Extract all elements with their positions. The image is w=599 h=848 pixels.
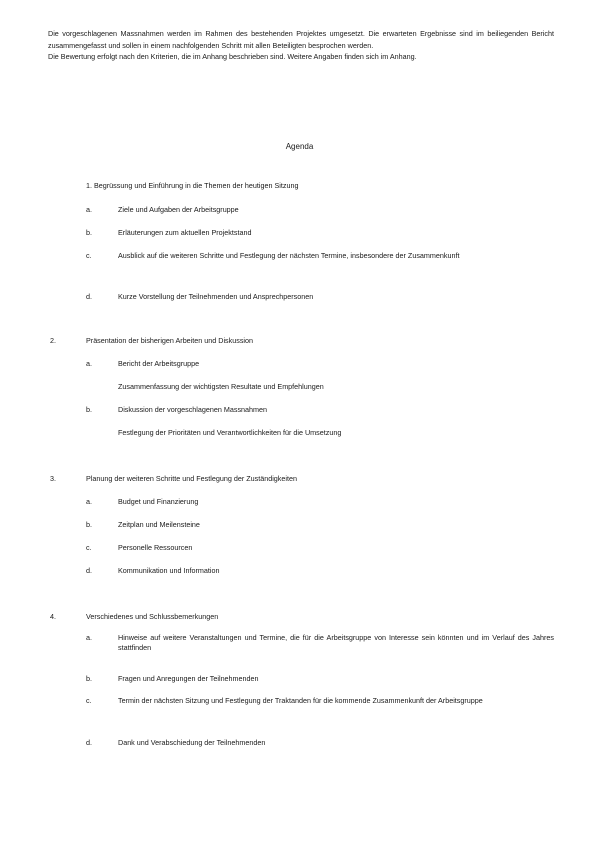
item-marker: d. <box>86 566 92 575</box>
list-item <box>86 405 268 415</box>
item-text: Diskussion der vorgeschlagenen Massnahmen <box>118 405 268 414</box>
section-title-text: Planung der weiteren Schritte und Festlegung der Zuständigkeiten <box>86 474 297 483</box>
list-item <box>86 228 252 238</box>
item-text: Personelle Ressourcen <box>118 543 193 552</box>
item-marker: c. <box>86 251 92 260</box>
item-text: Budget und Finanzierung <box>118 497 199 506</box>
item-marker: b. <box>86 405 92 414</box>
item-marker: a. <box>86 205 92 214</box>
list-item <box>118 428 341 438</box>
list-item <box>86 738 266 748</box>
intro-block <box>48 28 554 63</box>
list-item <box>86 205 239 215</box>
list-item <box>86 251 554 261</box>
item-text: Zusammenfassung der wichtigsten Resultate und Empfehlungen <box>118 382 324 391</box>
item-marker: d. <box>86 292 92 301</box>
list-item <box>86 633 554 653</box>
item-marker: b. <box>86 520 92 529</box>
item-marker: c. <box>86 696 92 705</box>
item-marker: a. <box>86 359 92 368</box>
item-text: Kommunikation und Information <box>118 566 220 575</box>
item-text: Kurze Vorstellung der Teilnehmenden und Ansprechpersonen <box>118 292 314 301</box>
item-text: Festlegung der Prioritäten und Verantwortlichkeiten für die Umsetzung <box>118 428 342 437</box>
list-item <box>86 696 554 706</box>
item-text: Dank und Verabschiedung der Teilnehmenden <box>118 738 266 747</box>
section-number: 2. <box>50 336 56 345</box>
section-number: 3. <box>50 474 56 483</box>
list-item <box>86 566 220 576</box>
item-text: Erläuterungen zum aktuellen Projektstand <box>118 228 252 237</box>
item-text: Fragen und Anregungen der Teilnehmenden <box>118 674 259 683</box>
item-text: Bericht der Arbeitsgruppe <box>118 359 200 368</box>
section-lead: 1. Begrüssung und Einführung in die Themen der heutigen Sitzung <box>86 181 299 190</box>
section-title <box>50 336 254 346</box>
item-text: Ziele und Aufgaben der Arbeitsgruppe <box>118 205 239 214</box>
section-title-text: Präsentation der bisherigen Arbeiten und Diskussion <box>86 336 254 345</box>
page-heading: Agenda <box>285 142 314 151</box>
item-marker: d. <box>86 738 92 747</box>
item-marker: a. <box>86 497 92 506</box>
item-text: Termin der nächsten Sitzung und Festlegung der Traktanden für die kommende Zusammenkunft der Arbeitsgruppe <box>118 696 483 705</box>
item-marker: a. <box>86 633 92 642</box>
item-text: Hinweise auf weitere Veranstaltungen und Termine, die für die Arbeitsgruppe von Interesse sein könnten und im Verlauf des Jahres stattfinden <box>118 633 554 652</box>
item-marker: b. <box>86 674 92 683</box>
list-item <box>86 543 193 553</box>
item-marker: c. <box>86 543 92 552</box>
list-item <box>86 674 259 684</box>
section-number: 4. <box>50 612 56 621</box>
section-title-text: Verschiedenes und Schlussbemerkungen <box>86 612 219 621</box>
intro-paragraph: Die vorgeschlagenen Massnahmen werden im Rahmen des bestehenden Projektes umgesetzt. Die erwarteten Ergebnisse sind im beiliegenden Bericht zusammengefasst und sollen in einem nachfolgenden Schritt mit allen Beteiligten besprochen werden. <box>48 29 554 50</box>
list-item <box>86 497 199 507</box>
item-text: Zeitplan und Meilensteine <box>118 520 200 529</box>
section-title <box>50 474 297 484</box>
item-marker: b. <box>86 228 92 237</box>
intro-paragraph: Die Bewertung erfolgt nach den Kriterien, die im Anhang beschrieben sind. Weitere Angaben finden sich im Anhang. <box>48 52 417 62</box>
list-item <box>86 359 200 369</box>
list-item <box>86 520 200 530</box>
list-item <box>118 382 324 392</box>
item-text: Ausblick auf die weiteren Schritte und Festlegung der nächsten Termine, insbesondere der Zusammenkunft <box>118 251 460 260</box>
list-item <box>86 292 314 302</box>
section-title <box>50 612 219 622</box>
